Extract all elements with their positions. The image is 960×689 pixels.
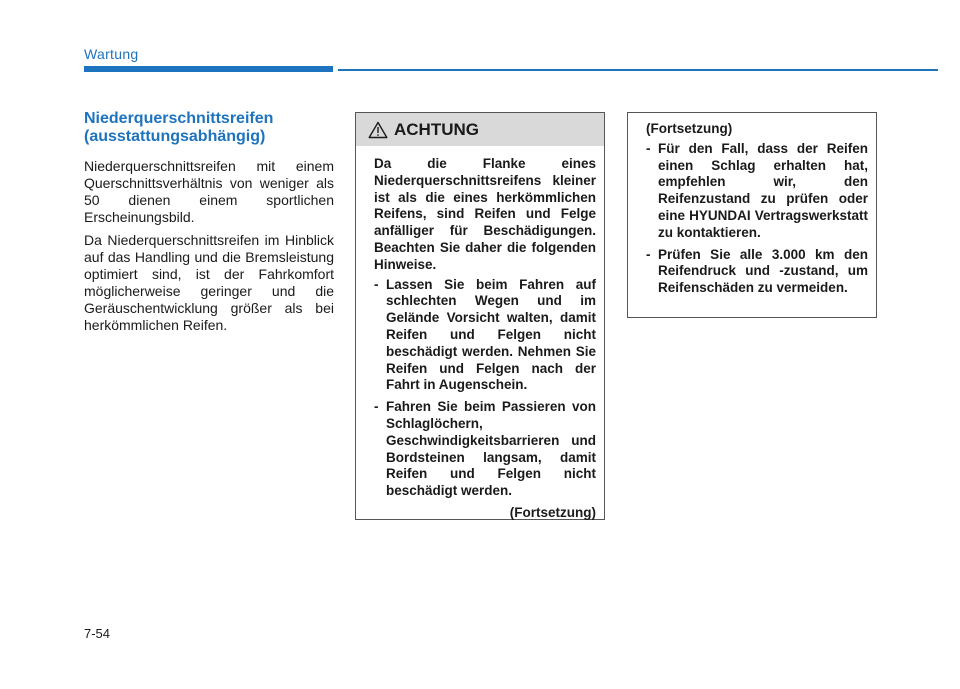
continued-note: (Fortsetzung)	[509, 504, 596, 520]
left-column	[84, 110, 334, 340]
header-rule-thin	[338, 69, 938, 71]
list-item-text: Lassen Sie beim Fahren auf schlechten Wegen und im Gelände Vorsicht walten, damit Reifen und Felgen nicht beschädigt werden. Nehmen Sie Reifen und Felgen nach der Fahrt in Augenschein.	[386, 276, 596, 393]
header-rule-thick	[84, 66, 333, 72]
list-item	[646, 247, 868, 297]
list-item-text: Für den Fall, dass der Reifen einen Schlag erhalten hat, empfehlen wir, den Reifenzustand zu prüfen oder eine HYUNDAI Vertragswerkstatt zu kontaktieren.	[658, 140, 868, 240]
bullet-dash: -	[646, 246, 651, 262]
paragraph: Da Niederquerschnittsreifen im Hinblick auf das Handling und die Bremsleistung optimiert sind, ist der Fahrkomfort möglicherweise geringer und die Geräuschentwicklung größer als bei herkömmlichen Reifen.	[84, 232, 334, 333]
list-item	[374, 399, 596, 500]
bullet-dash: -	[374, 276, 379, 292]
paragraph: Niederquerschnittsreifen mit einem Querschnittsverhältnis von weniger als 50 dienen einem sportlichen Erscheinungsbild.	[84, 158, 334, 225]
warning-header	[356, 113, 604, 146]
section-label: Wartung	[84, 46, 139, 62]
continuation-body	[628, 113, 876, 297]
bullet-dash: -	[374, 399, 379, 415]
warning-title: ACHTUNG	[394, 119, 479, 139]
list-item-text: Fahren Sie beim Passieren von Schlaglöchern, Geschwindigkeitsbarrieren und Bordsteinen langsam, damit Reifen und Felgen nicht beschädigt werden.	[386, 399, 596, 499]
continuation-label: (Fortsetzung)	[646, 121, 733, 136]
warning-intro: Da die Flanke eines Niederquerschnittsreifens kleiner ist als die eines herkömmlichen Reifens, sind Reifen und Felge anfälliger für Beschädigungen. Beachten Sie daher die folgenden Hinweise.	[374, 156, 596, 272]
list-item-text: Prüfen Sie alle 3.000 km den Reifendruck und -zustand, um Reifenschäden zu vermeiden.	[658, 246, 868, 296]
list-item	[646, 141, 868, 242]
section-heading	[84, 110, 334, 146]
continuation-box	[627, 112, 877, 318]
warning-triangle-icon	[368, 121, 388, 139]
bullet-dash: -	[646, 140, 651, 156]
heading-line-1: Niederquerschnittsreifen	[84, 110, 274, 127]
warning-box	[355, 112, 605, 520]
page-number: 7-54	[84, 626, 111, 641]
list-item	[374, 277, 596, 395]
heading-line-2: (ausstattungsabhängig)	[84, 128, 266, 145]
warning-body	[356, 146, 604, 522]
